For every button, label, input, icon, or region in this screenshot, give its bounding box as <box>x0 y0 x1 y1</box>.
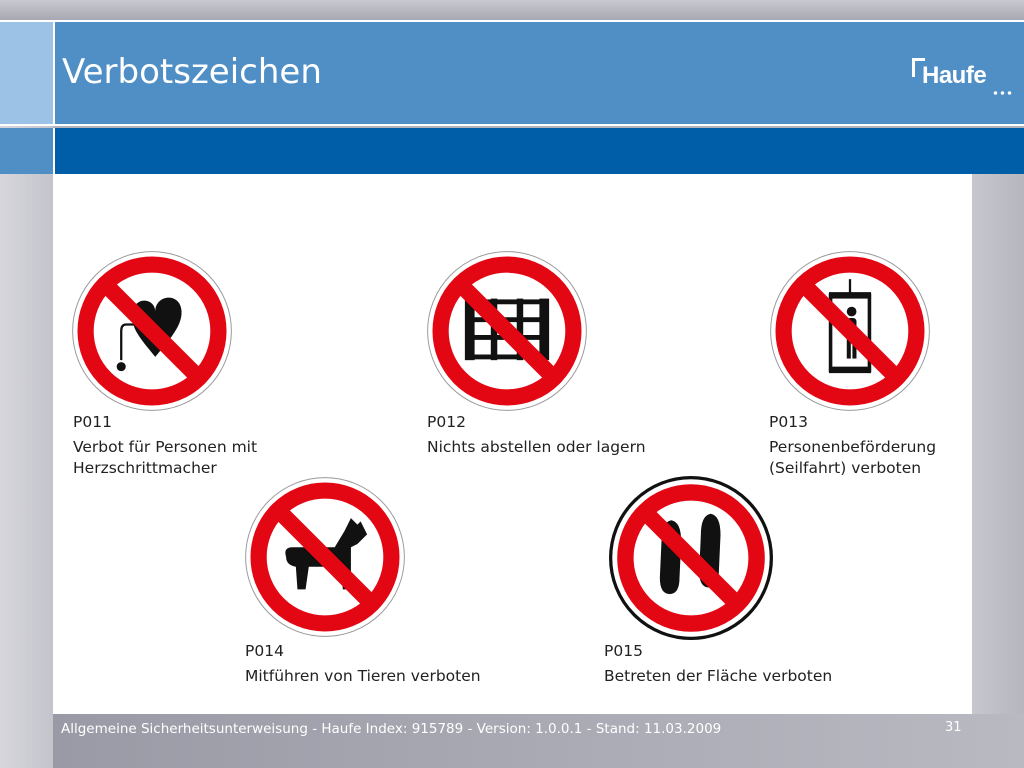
page-title: Verbotszeichen <box>62 52 322 92</box>
header-blue-bar <box>0 128 1024 174</box>
slide-footer <box>53 714 1024 768</box>
caption-p014 <box>245 641 525 687</box>
no-dogs-icon <box>244 476 406 638</box>
no-passenger-lift-icon <box>769 250 931 412</box>
caption-p013 <box>769 412 969 479</box>
no-storage-prohibited-icon <box>426 250 588 412</box>
sign-code: P011 <box>73 413 112 431</box>
page-number: 31 <box>945 720 962 735</box>
no-footprints-icon <box>609 476 773 640</box>
sign-description: Verbot für Personen mit Herzschrittmacher <box>73 438 258 477</box>
logo-text: Haufe <box>922 62 987 89</box>
sign-code: P013 <box>769 413 808 431</box>
slide-content <box>53 174 972 714</box>
sign-code: P014 <box>245 642 284 660</box>
blue-bar-accent <box>0 128 53 174</box>
sign-code: P012 <box>427 413 466 431</box>
sign-description: Betreten der Fläche verboten <box>604 667 833 685</box>
title-band-separator <box>53 22 55 124</box>
sign-code: P015 <box>604 642 643 660</box>
sign-description: Nichts abstellen oder lagern <box>427 438 646 456</box>
caption-p011 <box>73 412 303 479</box>
sign-description: Personenbeförderung (Seilfahrt) verboten <box>769 438 937 477</box>
footer-text: Allgemeine Sicherheitsunterweisung - Haufe Index: 915789 - Version: 1.0.0.1 - Stand: 11.03.2009 <box>61 721 722 737</box>
logo-dots-icon <box>992 91 1012 95</box>
title-band-accent <box>0 22 53 124</box>
pacemaker-prohibited-icon <box>71 250 233 412</box>
caption-p015 <box>604 641 884 687</box>
sign-description: Mitführen von Tieren verboten <box>245 667 481 685</box>
caption-p012 <box>427 412 687 458</box>
slide-frame-top <box>0 0 1024 20</box>
blue-bar-separator <box>53 128 55 174</box>
slide-right-rail <box>972 174 1024 714</box>
haufe-logo <box>912 58 1012 104</box>
